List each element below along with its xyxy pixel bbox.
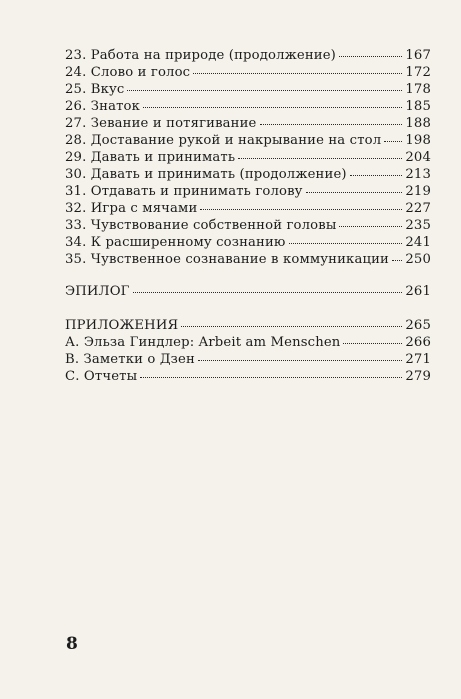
toc-entry	[65, 183, 431, 200]
toc-entry	[65, 47, 431, 64]
toc-entry-page: 185	[405, 99, 431, 114]
toc-chapters	[65, 47, 431, 268]
toc-entry-page: 213	[405, 167, 431, 182]
dot-leader	[350, 175, 403, 176]
dot-leader	[140, 377, 402, 378]
dot-leader	[260, 124, 403, 125]
toc-entry	[65, 351, 431, 368]
toc-appendices	[65, 317, 431, 385]
toc-entry-page: 235	[405, 218, 431, 233]
dot-leader	[392, 260, 402, 261]
toc-entry-epilogue	[65, 283, 431, 300]
toc-entry-title: 31. Отдавать и принимать голову	[65, 184, 303, 199]
dot-leader	[384, 141, 402, 142]
toc-entry-page: 241	[405, 235, 431, 250]
toc-entry-title: 23. Работа на природе (продолжение)	[65, 48, 336, 63]
toc-entry-title: 25. Вкус	[65, 82, 125, 97]
toc-entry-page: 204	[405, 150, 431, 165]
toc-entry-title: 33. Чувствование собственной головы	[65, 218, 337, 233]
toc-entry-title: 24. Слово и голос	[65, 65, 191, 80]
toc-entry-page: 279	[405, 369, 431, 384]
toc-entry	[65, 251, 431, 268]
toc-entry-page: 250	[405, 252, 431, 267]
toc-entry-appendices-heading	[65, 317, 431, 334]
dot-leader	[143, 107, 402, 108]
dot-leader	[200, 209, 402, 210]
toc-entry-title: 34. К расширенному сознанию	[65, 235, 286, 250]
toc-entry-title: А. Эльза Гиндлер: Arbeit am Menschen	[65, 335, 341, 350]
toc-entry-title: 35. Чувственное сознавание в коммуникации	[65, 252, 389, 267]
toc-entry-page: 261	[405, 284, 431, 299]
dot-leader	[339, 226, 402, 227]
toc-entry-title: 32. Игра с мячами	[65, 201, 198, 216]
toc-entry-title: 29. Давать и принимать	[65, 150, 236, 165]
dot-leader	[289, 243, 403, 244]
dot-leader	[181, 326, 402, 327]
toc-entry-page: 167	[405, 48, 431, 63]
toc-entry-page: 178	[405, 82, 431, 97]
page-number: 8	[66, 634, 78, 654]
toc-entry	[65, 234, 431, 251]
toc-entry-title: С. Отчеты	[65, 369, 138, 384]
dot-leader	[198, 360, 402, 361]
toc-entry-page: 219	[405, 184, 431, 199]
toc-entry-title: 27. Зевание и потягивание	[65, 116, 257, 131]
dot-leader	[339, 56, 402, 57]
toc-entry-page: 227	[405, 201, 431, 216]
toc-entry-page: 266	[405, 335, 431, 350]
toc-epilogue	[65, 283, 431, 300]
toc-entry-title: ЭПИЛОГ	[65, 284, 130, 299]
toc-entry-page: 271	[405, 352, 431, 367]
toc-entry	[65, 132, 431, 149]
toc-entry-title: 30. Давать и принимать (продолжение)	[65, 167, 347, 182]
toc-entry	[65, 217, 431, 234]
toc-entry-title: 28. Доставание рукой и накрывание на стол	[65, 133, 382, 148]
toc-entry	[65, 200, 431, 217]
dot-leader	[127, 90, 402, 91]
toc-entry-title: ПРИЛОЖЕНИЯ	[65, 318, 179, 333]
dot-leader	[238, 158, 402, 159]
dot-leader	[133, 292, 403, 293]
dot-leader	[193, 73, 402, 74]
toc-entry-page: 198	[405, 133, 431, 148]
toc-entry-page: 265	[405, 318, 431, 333]
dot-leader	[306, 192, 403, 193]
toc-entry-title: В. Заметки о Дзен	[65, 352, 195, 367]
dot-leader	[343, 343, 402, 344]
toc-entry	[65, 334, 431, 351]
toc-entry	[65, 149, 431, 166]
toc-entry-page: 188	[405, 116, 431, 131]
toc-entry	[65, 166, 431, 183]
toc-entry	[65, 81, 431, 98]
toc-entry-page: 172	[405, 65, 431, 80]
toc-entry	[65, 64, 431, 81]
toc-entry-title: 26. Знаток	[65, 99, 141, 114]
toc-entry	[65, 98, 431, 115]
toc-entry	[65, 368, 431, 385]
toc-entry	[65, 115, 431, 132]
